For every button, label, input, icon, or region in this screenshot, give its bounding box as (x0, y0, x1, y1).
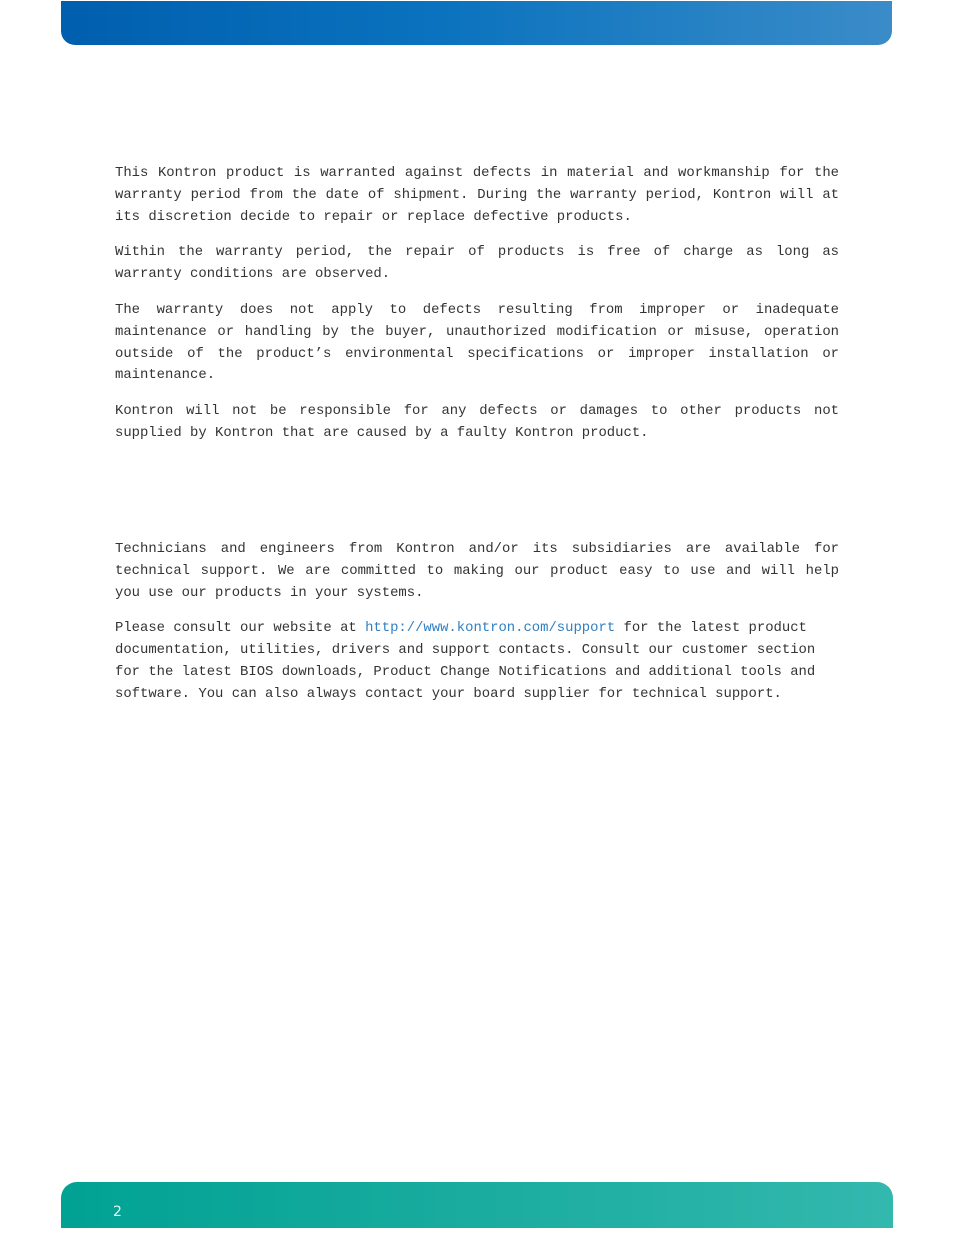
warranty-paragraph-3: The warranty does not apply to defects resulting from improper or inadequate maintenance or handling by the buyer, unauthorized modification or misuse, operation outside of the product’s environmental specifications or improper installation or maintenance. (115, 301, 839, 384)
warranty-paragraph-2: Within the warranty period, the repair of products is free of charge as long as warranty conditions are observed. (115, 244, 839, 283)
header-band (61, 1, 892, 45)
support-text-before-link: Please consult our website at (115, 620, 366, 637)
support-paragraph-1: Technicians and engineers from Kontron and/or its subsidiaries are available for technical support. We are committed to making our product easy to use and will help you use our products in your systems. (115, 541, 839, 601)
warranty-paragraph-1: This Kontron product is warranted against defects in material and workmanship for the warranty period from the date of shipment. During the warranty period, Kontron will at its discretion decide to repair or replace defective products. (115, 165, 839, 225)
warranty-section (115, 163, 839, 445)
page-number: 2 (113, 1204, 122, 1220)
support-paragraph-2 (115, 618, 839, 705)
support-text-after-link: for the latest product documentation, utilities, drivers and support contacts. Consult our customer section for the latest BIOS downloads, Product Change Notifications and additional tools and software. You can also always contact your board supplier for technical support. (115, 620, 816, 702)
support-website-link[interactable]: http://www.kontron.com/support (365, 620, 616, 637)
footer-band (61, 1182, 893, 1228)
warranty-paragraph-4: Kontron will not be responsible for any defects or damages to other products not supplied by Kontron that are caused by a faulty Kontron product. (115, 403, 839, 441)
support-section (115, 539, 839, 706)
